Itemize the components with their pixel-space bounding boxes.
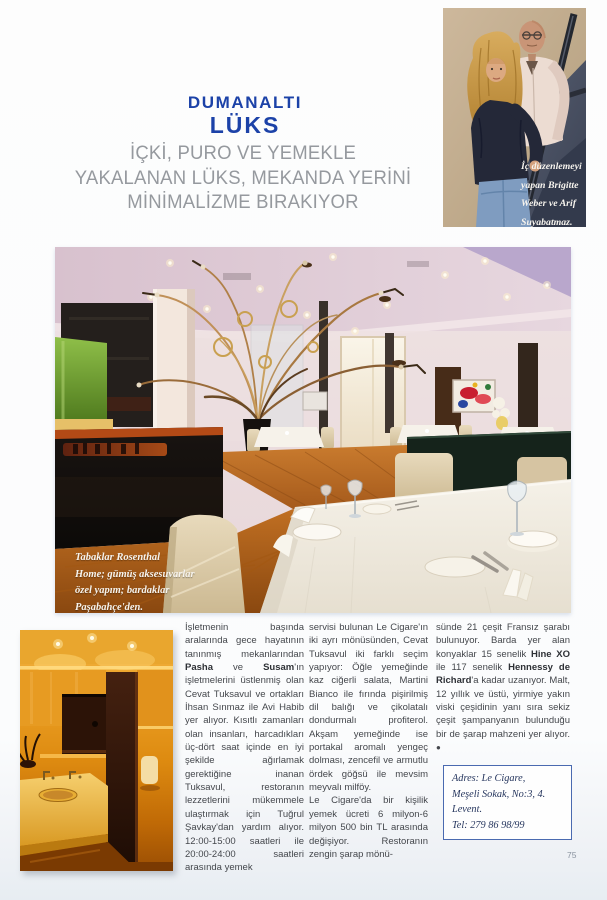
text-segment-bold: Hine XO	[530, 648, 571, 660]
deck-line: MİNİMALİZME BIRAKIYOR	[127, 191, 359, 213]
article-deck	[58, 141, 429, 215]
designers-photo-caption	[521, 158, 582, 227]
deck-line: YAKALANAN LÜKS, MEKANDA YERİNİ	[74, 166, 412, 189]
text-segment: ve	[213, 662, 264, 674]
caption-line: özel yapım; bardaklar	[75, 585, 170, 596]
designers-photo	[443, 8, 586, 227]
article-column-2	[309, 621, 428, 861]
address-line: Adres: Le Cigare,	[452, 773, 526, 784]
restroom-photo-illustration	[20, 630, 173, 871]
restroom-photo	[20, 630, 173, 871]
text-segment: İşletmenin başında aralarında gece hayatının tanınmış mekanlarından	[185, 622, 304, 660]
address-line: Meşeli Sokak, No:3, 4. Levent.	[452, 788, 546, 815]
article-title-line2: LÜKS	[209, 112, 281, 138]
caption-line: Home; gümüş aksesuvarlar	[75, 568, 195, 580]
end-bullet: ●	[436, 743, 441, 753]
text-segment-bold: Pasha	[185, 662, 213, 674]
restaurant-photo	[55, 247, 571, 613]
caption-line: Paşabahçe'den.	[75, 601, 143, 613]
page-number: 75	[567, 850, 577, 860]
caption-line: yapan Brigitte	[521, 179, 579, 191]
abstract-painting	[453, 380, 495, 412]
caption-line: Weber ve Arif	[521, 198, 576, 209]
caption-line: İç düzenlemeyi	[521, 161, 582, 172]
address-box	[443, 765, 572, 840]
text-segment-bold: Susam	[263, 662, 295, 674]
deck-line: İÇKİ, PURO VE YEMEKLE	[129, 142, 357, 164]
article-headline	[150, 93, 340, 139]
text-segment-bold: Hennessy de Richard	[436, 662, 570, 687]
text-segment: ile 117 senelik	[436, 662, 509, 674]
text-segment: 'a kadar uzanıyor. Malt, 12 yıllık ve üstü, yirmiye yakın viski çeşidinin yanı sıra sekiz çeşit şampanyanın bulunduğu bir de şarap mahzeni yer alıyor.	[436, 675, 570, 740]
caption-line: Suyabatmaz.	[521, 216, 573, 227]
sink-counter	[20, 772, 108, 856]
article-title-line1: DUMANALTI	[187, 93, 303, 112]
urinal	[141, 756, 158, 784]
paragraph: servisi bulunan Le Cigare'ın iki ayrı mönüsünden, Cevat Tuksavul iki farklı seçim yapıyor: Öğle yemeğinde kaz ciğerli salata, Martini Bianco ile fırında pişirilmiş dil balığı ve çikolatalı dondurmalı profiterol. Akşam yemeğinde ise portakal aromalı yengeç dolması, zencefil ve armutlu ördek göğsü ile mevsim meyvalı milföy.	[309, 622, 428, 794]
article-column-1	[185, 621, 304, 875]
text-segment: 'ın işletmelerini üstlenmiş olan Cevat Tuksavul ve ortakları İhsan Sınmaz ile Avi Habib yer alıyor. Kısıtlı zamanları olan insanları, harcadıkları üç-dört saat içinde en iyi şekilde ağırlamak gerektiğine inanan Tuksavul, restoranın lezzetlerini mükemmele ulaştırmak için Tuğrul Şavkay'dan yardım alıyor. 12:00-15:00 saatleri ile 20:00-24:00 saatleri arasında yemek	[185, 662, 304, 874]
wood-panel	[106, 672, 138, 871]
caption-line: Tabaklar Rosenthal	[75, 552, 161, 563]
text-segment: sünde 21 çeşit Fransız şarabı bulunuyor. Barda yer alan konyaklar 15 senelik	[436, 622, 570, 660]
paragraph: Le Cigare'da bir kişilik yemek ücreti 6 milyon-6 milyon 500 bin TL arasında değişiyor. Restoranın zengin şarap mönü-	[309, 795, 428, 860]
article-column-3	[436, 621, 570, 754]
restaurant-photo-caption	[75, 550, 195, 613]
address-line: Tel: 279 86 98/99	[452, 819, 525, 831]
